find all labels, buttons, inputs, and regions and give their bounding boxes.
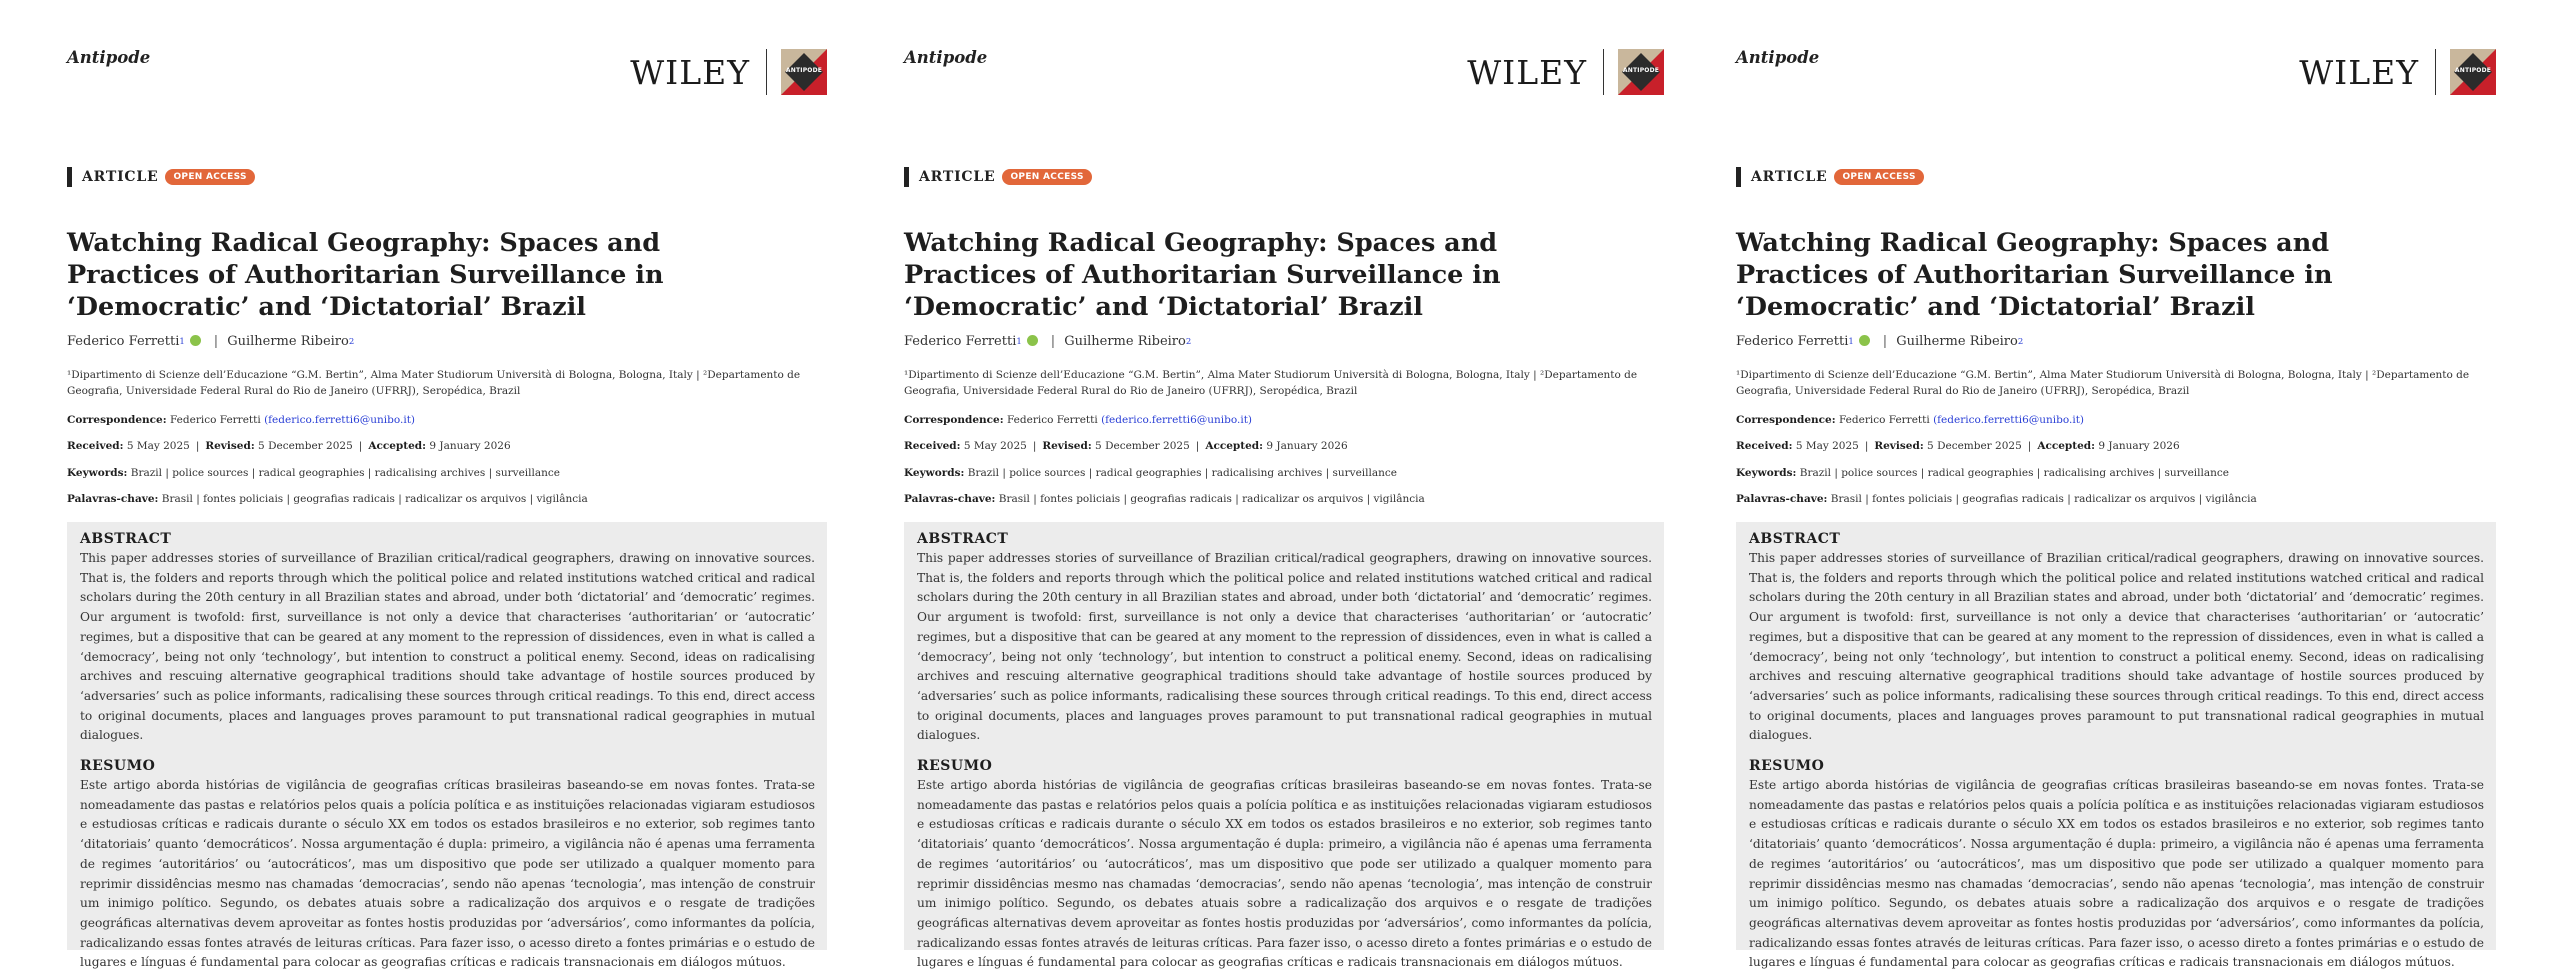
resumo-text: Este artigo aborda histórias de vigilância de geografias críticas brasileiras baseando-se em novas fontes. Trata-se nomeadamente das pastas e relatórios pelos quais a polícia política e as instituições relacionadas vigiaram estudiosos e estudiosas críticas e radicais durante o século XX em todos os estados brasileiros e no exterior, sob regimes tanto ‘ditatoriais’ quanto ‘democráticos’. Nossa argumentação é dupla: primeiro, a vigilância não é apenas uma ferramenta de regimes ‘autoritários’ ou ‘autocráticos’, mas um dispositivo que pode ser utilizado a qualquer momento para reprimir dissidências mesmo nas chamadas ‘democracias’, sendo não apenas ‘tecnologia’, mas intenção de construir um inimigo político. Segundo, os debates atuais sobre a radicalização dos arquivos e o resgate de tradições geográficas alternativas devem aproveitar as fontes hostis produzidas por ‘adversários’, como informantes da polícia, radicalizando essas fontes através de leituras críticas. Para fazer isso, o acesso direto a fontes primárias e o estudo de lugares e línguas é fundamental para colocar as geografias críticas e radicais transnacionais em diálogos mútuos. <box>1749 778 2484 970</box>
article-type-row <box>67 167 255 187</box>
article-type: ARTICLE <box>919 169 996 185</box>
keywords: Keywords: Brazil | police sources | radical geographies | radicalising archives | surveillance <box>904 467 1397 479</box>
affiliations: ¹Dipartimento di Scienze dell’Educazione “G.M. Bertin”, Alma Mater Studiorum Università di Bologna, Bologna, Italy | ²Departamento de Geografia, Universidade Federal Rural do Rio de Janeiro (UFRRJ), Seropédica, Brazil <box>904 369 1638 397</box>
keywords: Keywords: Brazil | police sources | radical geographies | radicalising archives | surveillance <box>1736 467 2229 479</box>
correspondence: Correspondence: Federico Ferretti (federico.ferretti6@unibo.it) <box>1736 414 2085 426</box>
abstract-box <box>904 522 1664 970</box>
email-link[interactable]: (federico.ferretti6@unibo.it) <box>1933 414 2085 426</box>
abstract-text: This paper addresses stories of surveillance of Brazilian critical/radical geographers, drawing on innovative sources. That is, the folders and reports through which the political police and related institutions watched critical and radical scholars during the 20th century in all Brazilian states and abroad, under both ‘dictatorial’ and ‘democratic’ regimes. Our argument is twofold: first, surveillance is not only a device that characterises ‘authoritarian’ or ‘autocratic’ regimes, but a dispositive that can be geared at any moment to the repression of dissidences, even in what is called a ‘democracy’, being not only ‘technology’, but intention to construct a political enemy. Second, ideas on radicalising archives and rescuing alternative geographical traditions should take advantage of hostile sources produced by ‘adversaries’ such as police informants, radicalising these sources through critical readings. To this end, direct access to original documents, places and languages proves paramount to put transnational radical geographies in mutual dialogues. <box>1749 551 2484 743</box>
author-list <box>67 334 354 349</box>
correspondence: Correspondence: Federico Ferretti (federico.ferretti6@unibo.it) <box>904 414 1253 426</box>
affiliation-marker[interactable]: 2 <box>2017 336 2024 347</box>
open-access-badge: OPEN ACCESS <box>1002 169 1091 185</box>
journal-name: Antipode <box>1736 48 1820 67</box>
journal-name: Antipode <box>904 48 988 67</box>
author-name[interactable]: Guilherme Ribeiro <box>1064 334 1186 349</box>
antipode-badge-icon: ANTIPODE <box>2450 49 2496 95</box>
resumo-heading: RESUMO <box>1749 758 1825 775</box>
open-access-badge: OPEN ACCESS <box>1834 169 1923 185</box>
author-name[interactable]: Guilherme Ribeiro <box>1896 334 2018 349</box>
author-name[interactable]: Guilherme Ribeiro <box>227 334 349 349</box>
article-title: Watching Radical Geography: Spaces and Practices of Authoritarian Surveillance in ‘Democratic’ and ‘Dictatorial’ Brazil <box>1736 228 2333 322</box>
article-page-1 <box>67 0 827 978</box>
antipode-badge-icon: ANTIPODE <box>1618 49 1664 95</box>
abstract-heading: ABSTRACT <box>1749 531 1841 547</box>
wiley-wordmark: WILEY <box>1467 52 1587 92</box>
orcid-icon[interactable] <box>190 335 201 346</box>
abstract-heading: ABSTRACT <box>80 531 172 547</box>
article-type: ARTICLE <box>82 169 159 185</box>
article-dates: Received: 5 May 2025 | Revised: 5 December 2025 | Accepted: 9 January 2026 <box>67 440 511 452</box>
logo-divider <box>1603 49 1604 95</box>
journal-name: Antipode <box>67 48 151 67</box>
resumo-text: Este artigo aborda histórias de vigilância de geografias críticas brasileiras baseando-se em novas fontes. Trata-se nomeadamente das pastas e relatórios pelos quais a polícia política e as instituições relacionadas vigiaram estudiosos e estudiosas críticas e radicais durante o século XX em todos os estados brasileiros e no exterior, sob regimes tanto ‘ditatoriais’ quanto ‘democráticos’. Nossa argumentação é dupla: primeiro, a vigilância não é apenas uma ferramenta de regimes ‘autoritários’ ou ‘autocráticos’, mas um dispositivo que pode ser utilizado a qualquer momento para reprimir dissidências mesmo nas chamadas ‘democracias’, sendo não apenas ‘tecnologia’, mas intenção de construir um inimigo político. Segundo, os debates atuais sobre a radicalização dos arquivos e o resgate de tradições geográficas alternativas devem aproveitar as fontes hostis produzidas por ‘adversários’, como informantes da polícia, radicalizando essas fontes através de leituras críticas. Para fazer isso, o acesso direto a fontes primárias e o estudo de lugares e línguas é fundamental para colocar as geografias críticas e radicais transnacionais em diálogos mútuos. <box>80 778 815 970</box>
keywords: Keywords: Brazil | police sources | radical geographies | radicalising archives | surveillance <box>67 467 560 479</box>
author-list <box>904 334 1191 349</box>
article-dates: Received: 5 May 2025 | Revised: 5 December 2025 | Accepted: 9 January 2026 <box>904 440 1348 452</box>
article-marker <box>904 167 909 187</box>
publisher-logo <box>1467 49 1664 95</box>
affiliations: ¹Dipartimento di Scienze dell’Educazione “G.M. Bertin”, Alma Mater Studiorum Università di Bologna, Bologna, Italy | ²Departamento de Geografia, Universidade Federal Rural do Rio de Janeiro (UFRRJ), Seropédica, Brazil <box>67 369 801 397</box>
orcid-icon[interactable] <box>1859 335 1870 346</box>
abstract-text: This paper addresses stories of surveillance of Brazilian critical/radical geographers, drawing on innovative sources. That is, the folders and reports through which the political police and related institutions watched critical and radical scholars during the 20th century in all Brazilian states and abroad, under both ‘dictatorial’ and ‘democratic’ regimes. Our argument is twofold: first, surveillance is not only a device that characterises ‘authoritarian’ or ‘autocratic’ regimes, but a dispositive that can be geared at any moment to the repression of dissidences, even in what is called a ‘democracy’, being not only ‘technology’, but intention to construct a political enemy. Second, ideas on radicalising archives and rescuing alternative geographical traditions should take advantage of hostile sources produced by ‘adversaries’ such as police informants, radicalising these sources through critical readings. To this end, direct access to original documents, places and languages proves paramount to put transnational radical geographies in mutual dialogues. <box>80 551 815 743</box>
author-separator: | <box>1882 334 1888 349</box>
palavras-chave: Palavras-chave: Brasil | fontes policiais | geografias radicais | radicalizar os arquivos | vigilância <box>904 493 1425 505</box>
logo-divider <box>2435 49 2436 95</box>
author-name[interactable]: Federico Ferretti <box>1736 334 1849 349</box>
author-separator: | <box>213 334 219 349</box>
publisher-logo <box>630 49 827 95</box>
orcid-icon[interactable] <box>1027 335 1038 346</box>
email-link[interactable]: (federico.ferretti6@unibo.it) <box>264 414 416 426</box>
palavras-chave: Palavras-chave: Brasil | fontes policiais | geografias radicais | radicalizar os arquivos | vigilância <box>1736 493 2257 505</box>
logo-divider <box>766 49 767 95</box>
author-list <box>1736 334 2023 349</box>
publisher-logo <box>2299 49 2496 95</box>
article-type-row <box>1736 167 1924 187</box>
affiliation-marker[interactable]: 1 <box>1016 336 1022 347</box>
article-dates: Received: 5 May 2025 | Revised: 5 December 2025 | Accepted: 9 January 2026 <box>1736 440 2180 452</box>
affiliation-marker[interactable]: 1 <box>179 336 185 347</box>
palavras-chave: Palavras-chave: Brasil | fontes policiais | geografias radicais | radicalizar os arquivos | vigilância <box>67 493 588 505</box>
author-separator: | <box>1050 334 1056 349</box>
article-title: Watching Radical Geography: Spaces and Practices of Authoritarian Surveillance in ‘Democratic’ and ‘Dictatorial’ Brazil <box>67 228 664 322</box>
antipode-badge-icon: ANTIPODE <box>781 49 827 95</box>
article-type: ARTICLE <box>1751 169 1828 185</box>
wiley-wordmark: WILEY <box>2299 52 2419 92</box>
article-type-row <box>904 167 1092 187</box>
abstract-box <box>67 522 827 970</box>
article-marker <box>1736 167 1741 187</box>
abstract-text: This paper addresses stories of surveillance of Brazilian critical/radical geographers, drawing on innovative sources. That is, the folders and reports through which the political police and related institutions watched critical and radical scholars during the 20th century in all Brazilian states and abroad, under both ‘dictatorial’ and ‘democratic’ regimes. Our argument is twofold: first, surveillance is not only a device that characterises ‘authoritarian’ or ‘autocratic’ regimes, but a dispositive that can be geared at any moment to the repression of dissidences, even in what is called a ‘democracy’, being not only ‘technology’, but intention to construct a political enemy. Second, ideas on radicalising archives and rescuing alternative geographical traditions should take advantage of hostile sources produced by ‘adversaries’ such as police informants, radicalising these sources through critical readings. To this end, direct access to original documents, places and languages proves paramount to put transnational radical geographies in mutual dialogues. <box>917 551 1652 743</box>
resumo-text: Este artigo aborda histórias de vigilância de geografias críticas brasileiras baseando-se em novas fontes. Trata-se nomeadamente das pastas e relatórios pelos quais a polícia política e as instituições relacionadas vigiaram estudiosos e estudiosas críticas e radicais durante o século XX em todos os estados brasileiros e no exterior, sob regimes tanto ‘ditatoriais’ quanto ‘democráticos’. Nossa argumentação é dupla: primeiro, a vigilância não é apenas uma ferramenta de regimes ‘autoritários’ ou ‘autocráticos’, mas um dispositivo que pode ser utilizado a qualquer momento para reprimir dissidências mesmo nas chamadas ‘democracias’, sendo não apenas ‘tecnologia’, mas intenção de construir um inimigo político. Segundo, os debates atuais sobre a radicalização dos arquivos e o resgate de tradições geográficas alternativas devem aproveitar as fontes hostis produzidas por ‘adversários’, como informantes da polícia, radicalizando essas fontes através de leituras críticas. Para fazer isso, o acesso direto a fontes primárias e o estudo de lugares e línguas é fundamental para colocar as geografias críticas e radicais transnacionais em diálogos mútuos. <box>917 778 1652 970</box>
article-title: Watching Radical Geography: Spaces and Practices of Authoritarian Surveillance in ‘Democratic’ and ‘Dictatorial’ Brazil <box>904 228 1501 322</box>
resumo-heading: RESUMO <box>80 758 156 775</box>
open-access-badge: OPEN ACCESS <box>165 169 254 185</box>
abstract-heading: ABSTRACT <box>917 531 1009 547</box>
affiliation-marker[interactable]: 1 <box>1848 336 1854 347</box>
article-page-2 <box>904 0 1664 978</box>
article-marker <box>67 167 72 187</box>
affiliation-marker[interactable]: 2 <box>348 336 355 347</box>
abstract-box <box>1736 522 2496 970</box>
correspondence: Correspondence: Federico Ferretti (federico.ferretti6@unibo.it) <box>67 414 416 426</box>
article-page-3 <box>1736 0 2496 978</box>
email-link[interactable]: (federico.ferretti6@unibo.it) <box>1101 414 1253 426</box>
affiliations: ¹Dipartimento di Scienze dell’Educazione “G.M. Bertin”, Alma Mater Studiorum Università di Bologna, Bologna, Italy | ²Departamento de Geografia, Universidade Federal Rural do Rio de Janeiro (UFRRJ), Seropédica, Brazil <box>1736 369 2470 397</box>
author-name[interactable]: Federico Ferretti <box>67 334 180 349</box>
affiliation-marker[interactable]: 2 <box>1185 336 1192 347</box>
author-name[interactable]: Federico Ferretti <box>904 334 1017 349</box>
resumo-heading: RESUMO <box>917 758 993 775</box>
wiley-wordmark: WILEY <box>630 52 750 92</box>
